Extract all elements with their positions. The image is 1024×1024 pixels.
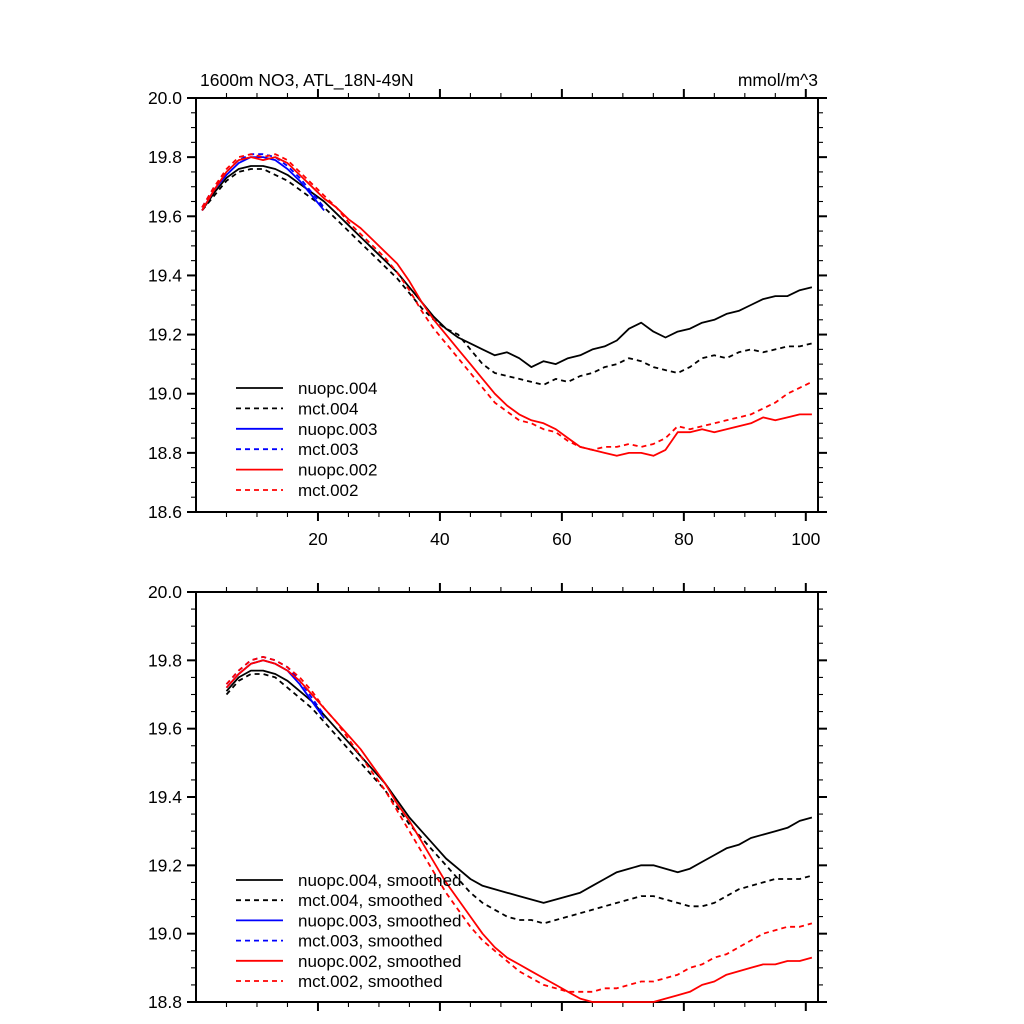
legend-item-mct-004-smoothed bbox=[236, 891, 443, 910]
series-line-nuopc-003 bbox=[202, 157, 324, 210]
legend-label: nuopc.003 bbox=[298, 419, 378, 439]
legend-label: nuopc.003, smoothed bbox=[298, 911, 462, 931]
chart-title: 1600m NO3, ATL_18N-49N bbox=[200, 70, 414, 90]
legend-item-nuopc-002-smoothed bbox=[236, 952, 462, 971]
axes-frame bbox=[196, 592, 818, 1002]
legend-item-mct-004 bbox=[236, 399, 358, 418]
legend-label: mct.004, smoothed bbox=[298, 891, 443, 911]
legend-label: mct.003 bbox=[298, 440, 359, 460]
legend-label: mct.004 bbox=[298, 399, 359, 419]
legend-item-nuopc-002 bbox=[236, 461, 377, 480]
x-tick-label: 20 bbox=[308, 529, 328, 549]
legend-label: nuopc.004 bbox=[298, 379, 378, 398]
y-tick-label: 18.8 bbox=[147, 992, 182, 1012]
y-tick-label: 19.6 bbox=[147, 718, 182, 739]
y-tick-label: 19.8 bbox=[147, 650, 182, 671]
y-tick-label: 19.0 bbox=[147, 383, 182, 404]
bottom-panel bbox=[148, 582, 827, 1012]
legend-label: nuopc.002 bbox=[298, 460, 378, 480]
series-line-nuopc-002 bbox=[202, 157, 812, 456]
legend-item-mct-003-smoothed bbox=[236, 932, 443, 951]
legend bbox=[236, 379, 377, 500]
x-tick-label: 40 bbox=[430, 529, 450, 549]
legend-item-nuopc-003-smoothed bbox=[236, 911, 462, 930]
x-tick-label: 60 bbox=[552, 529, 572, 549]
legend-label: mct.002 bbox=[298, 481, 359, 500]
top-panel bbox=[148, 88, 827, 549]
legend bbox=[236, 871, 462, 991]
legend-item-nuopc-004-smoothed bbox=[236, 871, 462, 890]
axis-ticks bbox=[187, 89, 827, 521]
y-tick-label: 18.6 bbox=[147, 502, 182, 522]
legend-item-nuopc-004 bbox=[236, 379, 377, 398]
y-tick-label: 19.0 bbox=[147, 923, 182, 944]
legend-label: mct.002, smoothed bbox=[298, 972, 443, 991]
y-tick-label: 20.0 bbox=[147, 582, 182, 602]
legend-item-mct-002-smoothed bbox=[236, 972, 443, 991]
legend-item-mct-002 bbox=[236, 481, 358, 500]
legend-label: nuopc.002, smoothed bbox=[298, 951, 462, 971]
x-tick-label: 100 bbox=[791, 529, 821, 549]
legend-item-mct-003 bbox=[236, 440, 358, 459]
y-tick-label: 20.0 bbox=[147, 88, 182, 108]
axis-ticks bbox=[187, 583, 827, 1011]
y-tick-label: 19.8 bbox=[147, 147, 182, 168]
y-tick-label: 19.2 bbox=[147, 855, 182, 876]
y-tick-label: 19.6 bbox=[147, 206, 182, 227]
y-tick-label: 19.4 bbox=[147, 265, 182, 286]
series-line-nuopc-004 bbox=[202, 166, 812, 367]
axes-frame bbox=[196, 98, 818, 512]
legend-item-nuopc-003 bbox=[236, 420, 377, 439]
legend-label: mct.003, smoothed bbox=[298, 931, 443, 951]
x-tick-label: 80 bbox=[674, 529, 694, 549]
units-label: mmol/m^3 bbox=[737, 70, 818, 90]
y-tick-label: 18.8 bbox=[147, 442, 182, 463]
y-tick-label: 19.2 bbox=[147, 324, 182, 345]
y-tick-label: 19.4 bbox=[147, 787, 182, 807]
legend-label: nuopc.004, smoothed bbox=[298, 871, 462, 890]
